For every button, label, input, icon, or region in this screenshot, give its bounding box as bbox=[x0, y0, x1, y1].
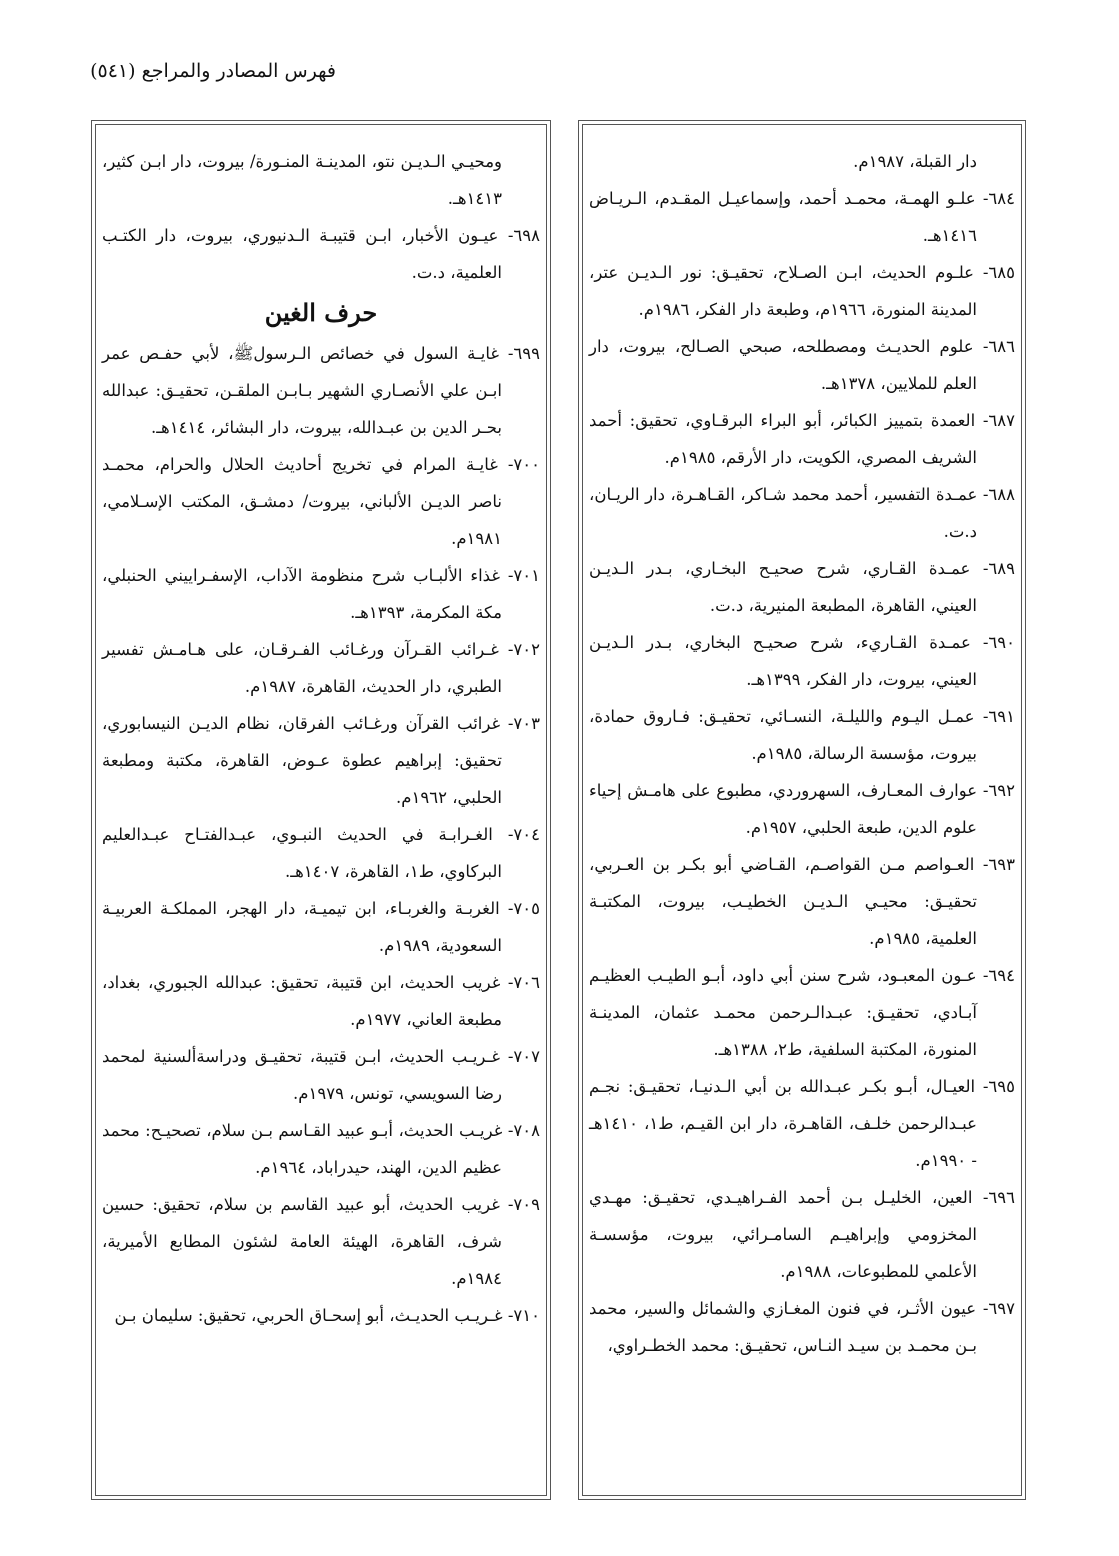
continuation-line: دار القبلة، ١٩٨٧م. bbox=[853, 152, 977, 171]
bibliography-entry: ٦٩٥- العيـال، أبـو بكـر عبـدالله بن أبي الـدنيـا، تحقيـق: نجـم عبـدالرحمن خلـف، القاهـرة، دار ابن القيـم، ط١، ١٤١٠هـ - ١٩٩٠م. bbox=[589, 1077, 1015, 1170]
bibliography-entry: ٧٠٦- غريب الحديث، ابن قتيبة، تحقيق: عبدالله الجبوري، بغداد، مطبعة العاني، ١٩٧٧م. bbox=[102, 973, 540, 1029]
right-column-text bbox=[583, 143, 1021, 1495]
bibliography-entry: ٦٨٧- العمدة بتمييز الكبائر، أبو البراء البرقـاوي، تحقيق: أحمد الشريف المصري، الكويت، دار الأرقم، ١٩٨٥م. bbox=[589, 411, 1015, 467]
bibliography-entry: ٧٠٥- الغربـة والغربـاء، ابن تيميـة، دار الهجر، المملكـة العربيـة السعودية، ١٩٨٩م. bbox=[102, 899, 540, 955]
bibliography-entry: ٦٨٤- علـو الهمـة، محمـد أحمد، وإسماعيـل المقـدم، الـريـاض ١٤١٦هـ. bbox=[589, 189, 1015, 245]
bibliography-entry: ٦٩٨- عيـون الأخبار، ابـن قتيبـة الـدنيوري، بيروت، دار الكتـب العلمية، د.ت. bbox=[102, 226, 540, 282]
bibliography-entry: ٧٠١- غذاء الألبـاب شرح منظومة الآداب، الإسفـراييني الحنبلي، مكة المكرمة، ١٣٩٣هـ. bbox=[102, 566, 540, 622]
bibliography-entry: ٧٠٧- غـريـب الحديث، ابـن قتيبة، تحقيـق ودراسةألسنية لمحمد رضا السويسي، تونس، ١٩٧٩م. bbox=[102, 1047, 540, 1103]
bibliography-entry: ٧٠٢- غـرائب القـرآن ورغـائب الفـرقـان، على هـامـش تفسير الطبري، دار الحديث، القاهرة، ١٩٨٧م. bbox=[102, 640, 540, 696]
right-column bbox=[582, 124, 1022, 1496]
bibliography-entry: ٦٩٢- عوارف المعـارف، السهروردي، مطبوع على هامـش إحياء علوم الدين، طبعة الحلبي، ١٩٥٧م. bbox=[589, 781, 1015, 837]
bibliography-entry: ٧١٠- غـريـب الحديـث، أبو إسحـاق الحربي، تحقيق: سليمان بـن bbox=[114, 1306, 540, 1325]
left-column bbox=[95, 124, 547, 1496]
bibliography-entry: ٦٩١- عمـل اليـوم والليلـة، النسـائي، تحقيـق: فـاروق حمادة، بيروت، مؤسسة الرسالة، ١٩٨٥م. bbox=[589, 707, 1015, 763]
running-head: فهرس المصادر والمراجع (٥٤١) bbox=[90, 60, 336, 82]
bibliography-entry: ٦٩٠- عمـدة القـاريء، شرح صحيـح البخاري، بـدر الـديـن العيني، بيروت، دار الفكر، ١٣٩٩هـ. bbox=[589, 633, 1015, 689]
bibliography-entry: ٧٠٣- غرائب القرآن ورغـائب الفرقان، نظام الديـن النيسابوري، تحقيق: إبراهيم عطوة عـوض، القاهرة، مكتبة ومطبعة الحلبي، ١٩٦٢م. bbox=[102, 714, 540, 807]
bibliography-entry: ٦٨٥- علـوم الحديث، ابـن الصـلاح، تحقيـق: نور الـديـن عتر، المدينة المنورة، ١٩٦٦م، وطبعة دار الفكر، ١٩٨٦م. bbox=[589, 263, 1015, 319]
bibliography-entry: ٦٨٩- عمـدة القـاري، شرح صحيـح البخـاري، بـدر الـديـن العيني، القاهرة، المطبعة المنيرية، د.ت. bbox=[589, 559, 1015, 615]
section-heading: حرف الغين bbox=[264, 298, 378, 327]
bibliography-entry: ٦٩٩- غايـة السول في خصائص الـرسولﷺ، لأبي حفـص عمر ابـن علي الأنصـاري الشهير بـابـن الملقـن، تحقيـق: عبدالله بحـر الدين بن عبـدالله، بيروت، دار البشائر، ١٤١٤هـ. bbox=[102, 344, 540, 437]
bibliography-entry: ٦٨٨- عمـدة التفسير، أحمد محمد شـاكر، القـاهـرة، دار الريـان، د.ت. bbox=[589, 485, 1015, 541]
bibliography-entry: ٧٠٠- غايـة المرام في تخريج أحاديث الحلال والحرام، محمـد ناصر الديـن الألباني، بيروت/ دمشـق، المكتب الإسـلامي، ١٩٨١م. bbox=[102, 455, 540, 548]
bibliography-entry: ٧٠٨- غريـب الحديث، أبـو عبيد القـاسم بـن سلام، تصحيـح: محمد عظيم الدين، الهند، حيدراباد، ١٩٦٤م. bbox=[102, 1121, 540, 1177]
continuation-line: ومحيـي الـديـن نتو، المدينـة المنـورة/ بيروت، دار ابـن كثير، ١٤١٣هـ. bbox=[102, 152, 502, 208]
bibliography-entry: ٦٩٣- العـواصم مـن القواصـم، القـاضي أبو بكـر بن العـربي، تحقيـق: محيـي الـديـن الخطيـب، بيروت، المكتبـة العلمية، ١٩٨٥م. bbox=[589, 855, 1015, 948]
bibliography-entry: ٦٩٦- العين، الخليـل بـن أحمد الفـراهيـدي، تحقيـق: مهـدي المخزومي وإبراهيـم السامـرائي، بيروت، مؤسسـة الأعلمي للمطبوعات، ١٩٨٨م. bbox=[589, 1188, 1015, 1281]
bibliography-entry: ٧٠٩- غريب الحديث، أبو عبيد القاسم بن سلام، تحقيق: حسين شرف، القاهرة، الهيئة العامة لشئون المطابع الأميرية، ١٩٨٤م. bbox=[102, 1195, 540, 1288]
bibliography-entry: ٦٨٦- علوم الحديـث ومصطلحه، صبحي الصـالح، بيروت، دار العلم للملايين، ١٣٧٨هـ. bbox=[589, 337, 1015, 393]
left-column-text bbox=[96, 143, 546, 1495]
bibliography-entry: ٧٠٤- الغـرابـة في الحديث النبـوي، عبـدالفتـاح عبـدالعليم البركاوي، ط١، القاهرة، ١٤٠٧هـ. bbox=[102, 825, 540, 881]
bibliography-entry: ٦٩٧- عيون الأثـر، في فنون المغـازي والشمائل والسير، محمد بـن محمـد بن سيـد النـاس، تحقيـق: محمد الخطـراوي، bbox=[589, 1299, 1015, 1355]
bibliography-entry: ٦٩٤- عـون المعبـود، شرح سنن أبي داود، أبـو الطيـب العظيـم آبـادي، تحقيـق: عبـدالـرحمن محمـد عثمان، المدينـة المنورة، المكتبة السلفية، ط٢، ١٣٨٨هـ. bbox=[589, 966, 1015, 1059]
